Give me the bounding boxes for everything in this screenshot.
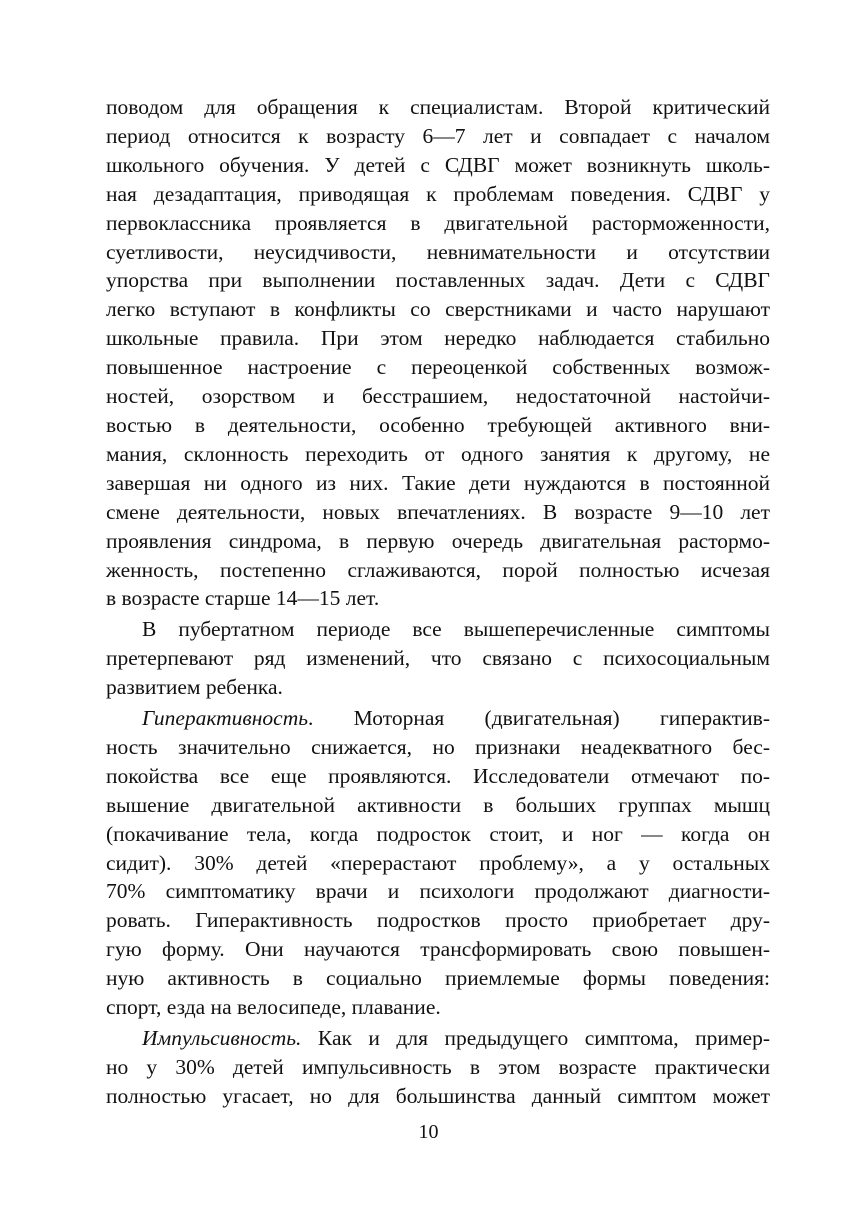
text-line: 70% симптоматику врачи и психологи продолжают диагности- [106, 879, 770, 904]
text-line: поводом для обращения к специалистам. Второй критический [106, 95, 770, 119]
text-line [106, 704, 770, 733]
term-hyperactivity: Гиперактивность [142, 706, 309, 731]
text-line: востью в деятельности, особенно требующей активного вни- [106, 412, 770, 437]
text-line: упорства при выполнении поставленных задач. Дети с СДВГ [106, 268, 770, 293]
text-line: но у 30% детей импульсивность в этом возрасте практически [106, 1054, 770, 1079]
text-line: ность значительно снижается, но признаки неадекватного бес- [106, 734, 770, 759]
paragraph-3 [106, 704, 770, 1022]
paragraph-4 [106, 1024, 770, 1111]
text-line: В пубертатном периоде все вышеперечисленные симптомы [142, 617, 770, 642]
text-line: покойства все еще проявляются. Исследователи отмечают по- [106, 763, 770, 788]
text-line: ную активность в социально приемлемые формы поведения: [106, 966, 770, 991]
text-line: завершая ни одного из них. Такие дети нуждаются в постоянной [106, 470, 770, 495]
text-line: школьного обучения. У детей с СДВГ может возникнуть школь- [106, 152, 770, 177]
text-line: (покачивание тела, когда подросток стоит, и ног — когда он [106, 821, 770, 846]
text-line: мания, склонность переходить от одного занятия к другому, не [106, 441, 770, 466]
paragraph-2 [106, 615, 770, 702]
text-line: повышенное настроение с переоценкой собственных возмож- [106, 355, 770, 380]
text-line: сидит). 30% детей «перерастают проблему», а у остальных [106, 850, 770, 875]
text-line: легко вступают в конфликты со сверстниками и часто нарушают [106, 297, 770, 322]
text-line: ная дезадаптация, приводящая к проблемам поведения. СДВГ у [106, 181, 770, 206]
text-line: суетливости, неусидчивости, невнимательности и отсутствии [106, 239, 770, 264]
page-number: 10 [418, 1121, 439, 1143]
text-line: спорт, езда на велосипеде, плавание. [106, 995, 441, 1020]
text-line: развитием ребенка. [106, 675, 283, 700]
text-fragment: Как и для предыдущего симптома, пример- [301, 1026, 770, 1050]
text-line: ровать. Гиперактивность подростков просто приобретает дру- [106, 908, 770, 933]
text-line: смене деятельности, новых впечатлениях. В возрасте 9—10 лет [106, 499, 770, 524]
text-line: проявления синдрома, в первую очередь двигательная растормо- [106, 528, 770, 553]
text-line: в возрасте старше 14—15 лет. [106, 586, 380, 611]
term-impulsivity: Импульсивность. [142, 1026, 302, 1050]
text-line: претерпевают ряд изменений, что связано с психосоциальным [106, 646, 770, 671]
paragraph-1 [106, 93, 770, 613]
text-line: школьные правила. При этом нередко наблюдается стабильно [106, 326, 770, 351]
text-line [106, 1024, 770, 1053]
text-fragment: . Моторная (двигательная) гиперактив- [308, 706, 770, 731]
text-line: ностей, озорством и бесстрашием, недостаточной настойчи- [106, 384, 770, 409]
text-line: первоклассника проявляется в двигательной расторможенности, [106, 210, 770, 235]
text-line: полностью угасает, но для большинства данный симптом может [106, 1083, 770, 1108]
page-body [106, 93, 770, 1111]
text-line: женность, постепенно сглаживаются, порой полностью исчезая [106, 557, 770, 582]
text-line: гую форму. Они научаются трансформировать свою повышен- [106, 937, 770, 962]
text-line: вышение двигательной активности в больших группах мышц [106, 792, 770, 817]
text-line: период относится к возрасту 6—7 лет и совпадает с началом [106, 123, 770, 148]
